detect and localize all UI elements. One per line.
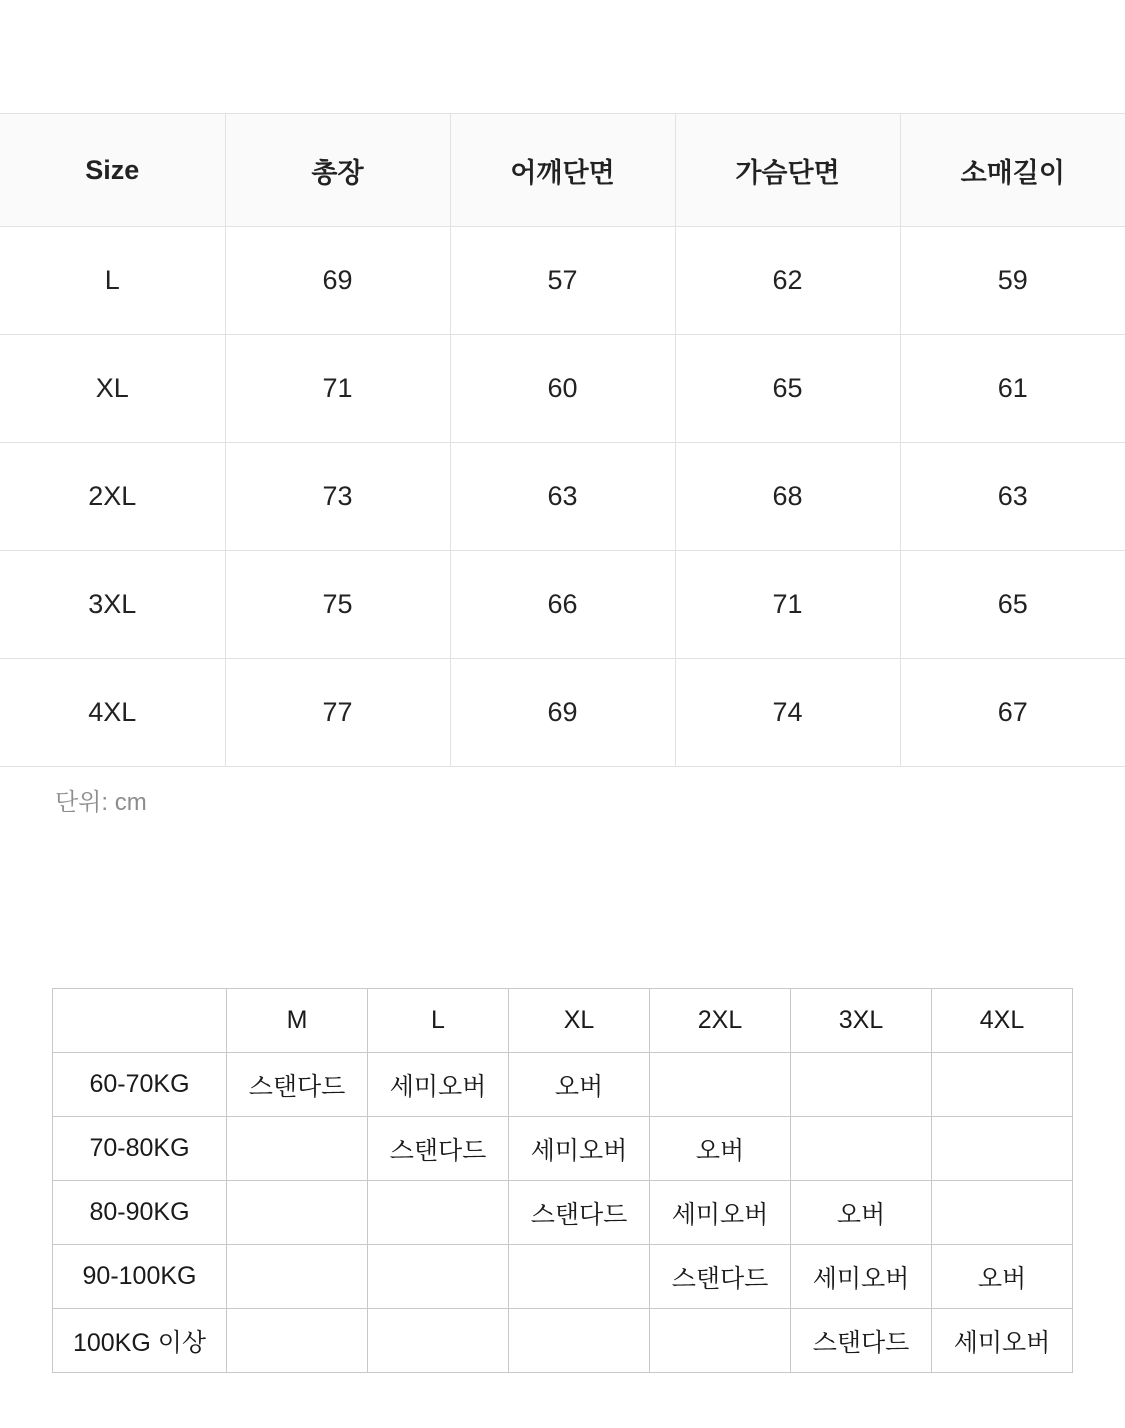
cell-weight-range: 80-90KG [53,1181,227,1245]
cell-shoulder: 63 [450,443,675,551]
cell-size-label: 3XL [0,551,225,659]
cell-fit-2xl: 스탠다드 [650,1245,791,1309]
fit-header-4xl: 4XL [932,989,1073,1053]
fit-header-l: L [368,989,509,1053]
cell-fit-2xl: 오버 [650,1117,791,1181]
cell-fit-l [368,1245,509,1309]
cell-fit-3xl: 스탠다드 [791,1309,932,1373]
cell-shoulder: 57 [450,227,675,335]
cell-size-label: 4XL [0,659,225,767]
cell-shoulder: 69 [450,659,675,767]
cell-fit-l [368,1181,509,1245]
cell-weight-range: 70-80KG [53,1117,227,1181]
cell-total-length: 75 [225,551,450,659]
table-row [0,443,1125,551]
weight-fit-recommendation-table [52,988,1073,1373]
cell-fit-2xl [650,1053,791,1117]
fit-header-xl: XL [509,989,650,1053]
cell-shoulder: 60 [450,335,675,443]
cell-weight-range: 90-100KG [53,1245,227,1309]
cell-chest: 68 [675,443,900,551]
table-row [0,335,1125,443]
cell-fit-xl: 세미오버 [509,1117,650,1181]
cell-fit-3xl: 세미오버 [791,1245,932,1309]
cell-fit-l: 스탠다드 [368,1117,509,1181]
column-header-total-length: 총장 [225,114,450,227]
table-row [0,659,1125,767]
table-header-row [53,989,1073,1053]
cell-sleeve: 61 [900,335,1125,443]
column-header-sleeve: 소매길이 [900,114,1125,227]
cell-total-length: 69 [225,227,450,335]
cell-fit-xl: 스탠다드 [509,1181,650,1245]
size-measurement-table [0,113,1125,767]
table-row [0,551,1125,659]
cell-fit-xl: 오버 [509,1053,650,1117]
cell-total-length: 73 [225,443,450,551]
cell-fit-m [227,1245,368,1309]
column-header-shoulder: 어깨단면 [450,114,675,227]
size-table-container [0,113,1125,767]
cell-fit-4xl [932,1053,1073,1117]
cell-fit-4xl: 오버 [932,1245,1073,1309]
cell-shoulder: 66 [450,551,675,659]
cell-chest: 74 [675,659,900,767]
size-table-body [0,227,1125,767]
cell-fit-xl [509,1245,650,1309]
fit-header-2xl: 2XL [650,989,791,1053]
cell-total-length: 77 [225,659,450,767]
cell-chest: 71 [675,551,900,659]
cell-fit-4xl [932,1117,1073,1181]
fit-header-3xl: 3XL [791,989,932,1053]
cell-chest: 62 [675,227,900,335]
cell-size-label: XL [0,335,225,443]
fit-table-body [53,1053,1073,1373]
cell-fit-l [368,1309,509,1373]
table-row [53,1053,1073,1117]
fit-table-header [53,989,1073,1053]
cell-sleeve: 63 [900,443,1125,551]
cell-fit-3xl: 오버 [791,1181,932,1245]
cell-sleeve: 65 [900,551,1125,659]
column-header-size: Size [0,114,225,227]
cell-fit-m [227,1309,368,1373]
table-row [53,1309,1073,1373]
cell-weight-range: 60-70KG [53,1053,227,1117]
cell-fit-2xl: 세미오버 [650,1181,791,1245]
table-header-row [0,114,1125,227]
cell-total-length: 71 [225,335,450,443]
cell-size-label: 2XL [0,443,225,551]
cell-fit-4xl: 세미오버 [932,1309,1073,1373]
cell-fit-3xl [791,1117,932,1181]
cell-fit-3xl [791,1053,932,1117]
cell-fit-m: 스탠다드 [227,1053,368,1117]
cell-size-label: L [0,227,225,335]
cell-sleeve: 67 [900,659,1125,767]
cell-fit-m [227,1117,368,1181]
table-row [53,1245,1073,1309]
size-table-header [0,114,1125,227]
cell-fit-2xl [650,1309,791,1373]
fit-header-m: M [227,989,368,1053]
fit-table-container [52,988,1072,1373]
fit-header-empty [53,989,227,1053]
column-header-chest: 가슴단면 [675,114,900,227]
cell-chest: 65 [675,335,900,443]
cell-sleeve: 59 [900,227,1125,335]
cell-fit-4xl [932,1181,1073,1245]
cell-fit-m [227,1181,368,1245]
cell-fit-l: 세미오버 [368,1053,509,1117]
table-row [53,1181,1073,1245]
cell-weight-range: 100KG 이상 [53,1309,227,1373]
table-row [0,227,1125,335]
unit-note: 단위: cm [55,789,147,816]
cell-fit-xl [509,1309,650,1373]
table-row [53,1117,1073,1181]
